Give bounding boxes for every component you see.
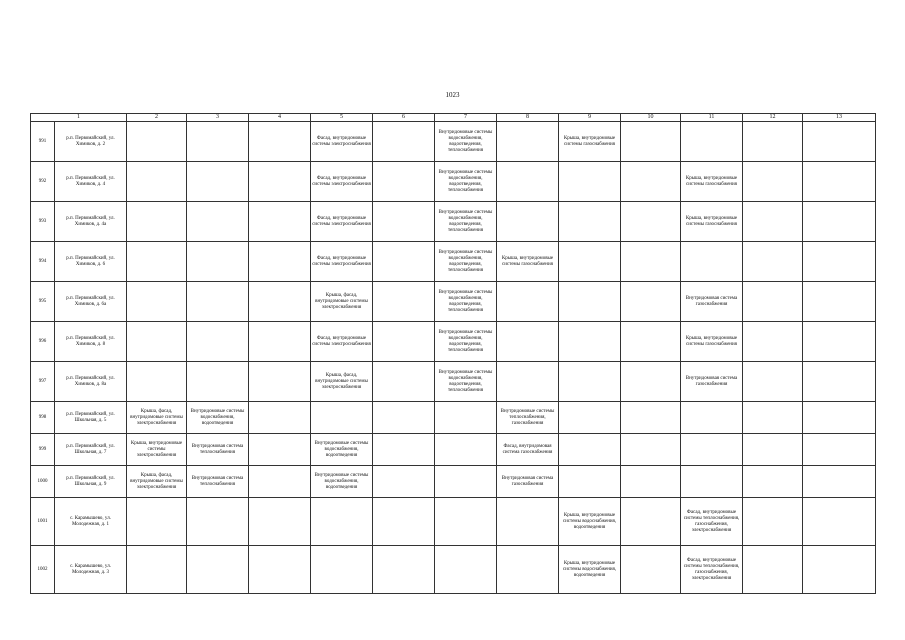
work-cell	[743, 402, 803, 434]
work-cell	[681, 434, 743, 466]
row-number-cell: 996	[31, 322, 55, 362]
column-header: 9	[559, 114, 621, 122]
work-cell: Внутридомовые системы водоснабжения, водоотведения, теплоснабжения	[435, 282, 497, 322]
work-cell	[497, 362, 559, 402]
table-row	[31, 498, 876, 546]
work-cell	[249, 162, 311, 202]
work-cell	[127, 322, 187, 362]
work-cell	[743, 162, 803, 202]
work-cell: Фасад, внутридомовые системы теплоснабжения, газоснабжения, электроснабжения	[681, 498, 743, 546]
work-cell	[743, 546, 803, 594]
work-cell: Фасад, внутридомовые системы электроснабжения	[311, 202, 373, 242]
work-cell: Крыша, внутридомовые системы газоснабжения	[559, 122, 621, 162]
column-header: 5	[311, 114, 373, 122]
row-number-cell: 995	[31, 282, 55, 322]
work-cell	[803, 202, 876, 242]
work-cell	[249, 498, 311, 546]
work-cell	[249, 362, 311, 402]
work-cell	[497, 162, 559, 202]
address-cell: с. Карамышево, ул. Молодежная, д. 3	[55, 546, 127, 594]
work-cell	[803, 402, 876, 434]
work-cell	[803, 498, 876, 546]
row-number-cell: 1000	[31, 466, 55, 498]
work-cell	[373, 466, 435, 498]
table-row	[31, 466, 876, 498]
work-cell	[373, 122, 435, 162]
column-header: 3	[187, 114, 249, 122]
work-cell	[127, 362, 187, 402]
work-cell: Крыша, внутридомовые системы газоснабжения	[681, 322, 743, 362]
work-cell	[559, 466, 621, 498]
work-cell	[803, 162, 876, 202]
work-cell: Крыша, внутридомовые системы водоснабжения, водоотведения	[559, 498, 621, 546]
work-cell: Фасад, внутридомовые системы теплоснабжения, газоснабжения, электроснабжения	[681, 546, 743, 594]
work-cell: Крыша, внутридомовые системы газоснабжения	[681, 202, 743, 242]
table-row	[31, 402, 876, 434]
work-cell	[187, 162, 249, 202]
work-cell	[621, 202, 681, 242]
work-cell	[187, 498, 249, 546]
work-cell	[497, 282, 559, 322]
work-cell: Внутридомовые системы водоснабжения, водоотведения, теплоснабжения	[435, 242, 497, 282]
work-cell: Внутридомовая система газоснабжения	[681, 282, 743, 322]
row-number-cell: 1001	[31, 498, 55, 546]
column-header: 10	[621, 114, 681, 122]
work-cell	[743, 434, 803, 466]
work-cell: Фасад, внутридомовые системы электроснабжения	[311, 162, 373, 202]
column-header: 4	[249, 114, 311, 122]
work-cell	[621, 122, 681, 162]
work-cell	[559, 242, 621, 282]
address-cell: с. Карамышево, ул. Молодежная, д. 1	[55, 498, 127, 546]
column-header: 11	[681, 114, 743, 122]
work-cell	[621, 546, 681, 594]
work-cell: Внутридомовые системы водоснабжения, водоотведения, теплоснабжения	[435, 202, 497, 242]
column-header: 13	[803, 114, 876, 122]
address-cell: р.п. Первомайский, ул. Школьная, д. 7	[55, 434, 127, 466]
work-cell	[373, 162, 435, 202]
work-cell	[621, 162, 681, 202]
work-cell	[559, 402, 621, 434]
work-cell	[621, 434, 681, 466]
work-cell: Фасад, внутридомовые системы электроснабжения	[311, 242, 373, 282]
row-number-cell: 991	[31, 122, 55, 162]
work-cell	[681, 122, 743, 162]
work-cell	[311, 402, 373, 434]
work-cell	[311, 498, 373, 546]
work-cell	[311, 546, 373, 594]
work-cell	[187, 362, 249, 402]
work-cell	[621, 242, 681, 282]
work-cell	[743, 466, 803, 498]
address-cell: р.п. Первомайский, ул. Химиков, д. 6	[55, 242, 127, 282]
work-cell	[497, 498, 559, 546]
table-row	[31, 242, 876, 282]
table-row	[31, 434, 876, 466]
work-cell: Крыша, фасад, внутридомовые системы электроснабжения	[311, 362, 373, 402]
row-number-cell: 998	[31, 402, 55, 434]
work-cell	[127, 162, 187, 202]
work-cell	[373, 242, 435, 282]
work-cell	[803, 282, 876, 322]
address-cell: р.п. Первомайский, ул. Школьная, д. 9	[55, 466, 127, 498]
work-cell	[187, 282, 249, 322]
work-cell	[621, 466, 681, 498]
work-cell	[127, 546, 187, 594]
work-cell	[249, 242, 311, 282]
work-cell	[373, 322, 435, 362]
work-cell	[681, 466, 743, 498]
work-cell	[249, 546, 311, 594]
work-cell	[497, 322, 559, 362]
work-cell	[249, 322, 311, 362]
work-cell	[373, 498, 435, 546]
work-cell: Внутридомовая система газоснабжения	[681, 362, 743, 402]
work-cell	[621, 322, 681, 362]
work-cell	[743, 362, 803, 402]
address-cell: р.п. Первомайский, ул. Химиков, д. 8	[55, 322, 127, 362]
row-number-cell: 993	[31, 202, 55, 242]
work-cell	[803, 242, 876, 282]
work-cell	[373, 434, 435, 466]
row-number-cell: 999	[31, 434, 55, 466]
work-cell: Внутридомовая система теплоснабжения	[187, 466, 249, 498]
work-cell	[621, 402, 681, 434]
work-cell	[187, 202, 249, 242]
work-cell	[249, 202, 311, 242]
work-cell: Внутридомовые системы теплоснабжения, газоснабжения	[497, 402, 559, 434]
row-number-cell: 994	[31, 242, 55, 282]
repair-schedule-table	[30, 113, 876, 594]
work-cell: Внутридомовые системы водоснабжения, водоотведения	[311, 434, 373, 466]
work-cell	[435, 498, 497, 546]
work-cell: Фасад, внутридомовые системы электроснабжения	[311, 322, 373, 362]
table-row	[31, 322, 876, 362]
work-cell	[127, 498, 187, 546]
work-cell	[249, 434, 311, 466]
work-cell: Фасад, внутридомовая система газоснабжения	[497, 434, 559, 466]
work-cell: Крыша, внутридомовые системы газоснабжения	[497, 242, 559, 282]
work-cell	[187, 242, 249, 282]
work-cell: Крыша, внутридомовые системы газоснабжения	[681, 162, 743, 202]
work-cell	[187, 122, 249, 162]
work-cell	[497, 546, 559, 594]
work-cell: Внутридомовые системы водоснабжения, водоотведения, теплоснабжения	[435, 162, 497, 202]
work-cell	[621, 498, 681, 546]
work-cell	[559, 282, 621, 322]
work-cell	[803, 122, 876, 162]
work-cell	[127, 242, 187, 282]
work-cell: Крыша, внутридомовые системы электроснабжения	[127, 434, 187, 466]
work-cell	[127, 122, 187, 162]
work-cell	[803, 546, 876, 594]
work-cell: Фасад, внутридомовые системы электроснабжения	[311, 122, 373, 162]
work-cell: Внутридомовые системы водоснабжения, водоотведения	[311, 466, 373, 498]
work-cell	[803, 434, 876, 466]
work-cell: Крыша, фасад, внутридомовые системы электроснабжения	[127, 402, 187, 434]
work-cell	[559, 162, 621, 202]
work-cell	[743, 202, 803, 242]
work-cell: Внутридомовая система теплоснабжения	[187, 434, 249, 466]
table-row	[31, 282, 876, 322]
work-cell	[621, 282, 681, 322]
table-row	[31, 122, 876, 162]
work-cell: Внутридомовые системы водоснабжения, водоотведения, теплоснабжения	[435, 322, 497, 362]
work-cell	[435, 546, 497, 594]
work-cell: Крыша, фасад, внутридомовые системы электроснабжения	[311, 282, 373, 322]
work-cell: Внутридомовые системы водоснабжения, водоотведения, теплоснабжения	[435, 362, 497, 402]
address-cell: р.п. Первомайский, ул. Химиков, д. 4	[55, 162, 127, 202]
column-header: 12	[743, 114, 803, 122]
work-cell	[803, 322, 876, 362]
work-cell	[743, 498, 803, 546]
work-cell	[743, 322, 803, 362]
table-header-row	[31, 114, 876, 122]
column-header: 6	[373, 114, 435, 122]
work-cell	[681, 402, 743, 434]
address-cell: р.п. Первомайский, ул. Химиков, д. 8а	[55, 362, 127, 402]
work-cell	[743, 122, 803, 162]
work-cell: Крыша, внутридомовые системы водоснабжения, водоотведения	[559, 546, 621, 594]
work-cell	[559, 202, 621, 242]
work-cell	[373, 202, 435, 242]
work-cell	[249, 466, 311, 498]
work-cell	[373, 282, 435, 322]
work-cell	[621, 362, 681, 402]
row-number-cell: 1002	[31, 546, 55, 594]
work-cell	[743, 282, 803, 322]
work-cell: Внутридомовые системы водоснабжения, водоотведения, теплоснабжения	[435, 122, 497, 162]
work-cell	[497, 202, 559, 242]
table-row	[31, 362, 876, 402]
work-cell	[743, 242, 803, 282]
work-cell	[435, 434, 497, 466]
work-cell	[373, 402, 435, 434]
work-cell	[373, 362, 435, 402]
address-cell: р.п. Первомайский, ул. Химиков, д. 2	[55, 122, 127, 162]
row-number-cell: 992	[31, 162, 55, 202]
work-cell	[435, 402, 497, 434]
column-header: 1	[31, 114, 127, 122]
work-cell	[249, 122, 311, 162]
work-cell	[681, 242, 743, 282]
work-cell	[187, 546, 249, 594]
work-cell	[187, 322, 249, 362]
work-cell	[803, 466, 876, 498]
work-cell	[497, 122, 559, 162]
row-number-cell: 997	[31, 362, 55, 402]
address-cell: р.п. Первомайский, ул. Химиков, д. 6а	[55, 282, 127, 322]
work-cell	[559, 362, 621, 402]
column-header: 8	[497, 114, 559, 122]
work-cell: Внутридомовые системы водоснабжения, водоотведения	[187, 402, 249, 434]
work-cell	[559, 322, 621, 362]
address-cell: р.п. Первомайский, ул. Школьная, д. 5	[55, 402, 127, 434]
work-cell: Крыша, фасад, внутридомовые системы электроснабжения	[127, 466, 187, 498]
work-cell	[127, 202, 187, 242]
page-number: 1023	[445, 91, 460, 99]
work-cell	[803, 362, 876, 402]
column-header: 7	[435, 114, 497, 122]
work-cell	[127, 282, 187, 322]
work-cell	[435, 466, 497, 498]
table-row	[31, 162, 876, 202]
work-cell	[373, 546, 435, 594]
table-row	[31, 202, 876, 242]
work-cell	[249, 402, 311, 434]
work-cell: Внутридомовая система газоснабжения	[497, 466, 559, 498]
column-header: 2	[127, 114, 187, 122]
address-cell: р.п. Первомайский, ул. Химиков, д. 4а	[55, 202, 127, 242]
work-cell	[559, 434, 621, 466]
work-cell	[249, 282, 311, 322]
table-row	[31, 546, 876, 594]
